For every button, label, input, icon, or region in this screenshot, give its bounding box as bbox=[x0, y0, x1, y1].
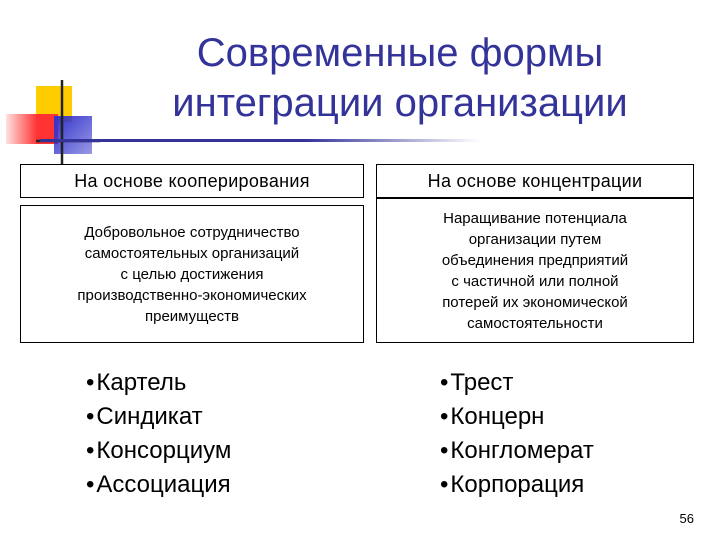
page-number: 56 bbox=[679, 511, 694, 526]
concentration-description bbox=[376, 198, 694, 343]
concentration-forms-list bbox=[440, 366, 594, 502]
concentration-header bbox=[376, 164, 694, 198]
cooperation-header bbox=[20, 164, 364, 198]
page-title-line-1: Современные формы bbox=[196, 31, 604, 75]
list-item: • Концерн bbox=[440, 400, 594, 434]
cooperation-header-text: На основе кооперирования bbox=[74, 170, 310, 191]
description-line: организации путем bbox=[468, 230, 602, 248]
concentration-header-text: На основе концентрации bbox=[427, 170, 643, 191]
description-line: производственно-экономических bbox=[77, 286, 307, 304]
list-item: • Синдикат bbox=[86, 400, 231, 434]
cooperation-forms-list bbox=[86, 366, 231, 502]
list-item: • Ассоциация bbox=[86, 468, 231, 502]
description-line: Добровольное сотрудничество bbox=[84, 223, 300, 241]
title-underline bbox=[40, 139, 480, 142]
description-line: самостоятельных организаций bbox=[84, 244, 300, 262]
list-item: • Трест bbox=[440, 366, 594, 400]
logo-blue-square bbox=[54, 116, 92, 154]
description-line: потерей их экономической bbox=[442, 293, 628, 311]
description-line: с целью достижения bbox=[120, 265, 264, 283]
description-line: самостоятельности bbox=[467, 314, 603, 332]
description-line: Наращивание потенциала bbox=[443, 209, 627, 227]
decorative-logo-icon bbox=[0, 0, 110, 170]
list-item: • Конгломерат bbox=[440, 434, 594, 468]
list-item: • Консорциум bbox=[86, 434, 231, 468]
list-item: • Корпорация bbox=[440, 468, 594, 502]
description-line: объединения предприятий bbox=[441, 251, 629, 269]
page-title-line-2: интеграции организации bbox=[172, 81, 628, 125]
description-line: с частичной или полной bbox=[451, 272, 619, 290]
cooperation-description bbox=[20, 205, 364, 343]
description-line: преимуществ bbox=[144, 307, 240, 325]
list-item: • Картель bbox=[86, 366, 231, 400]
page-title bbox=[120, 28, 680, 128]
